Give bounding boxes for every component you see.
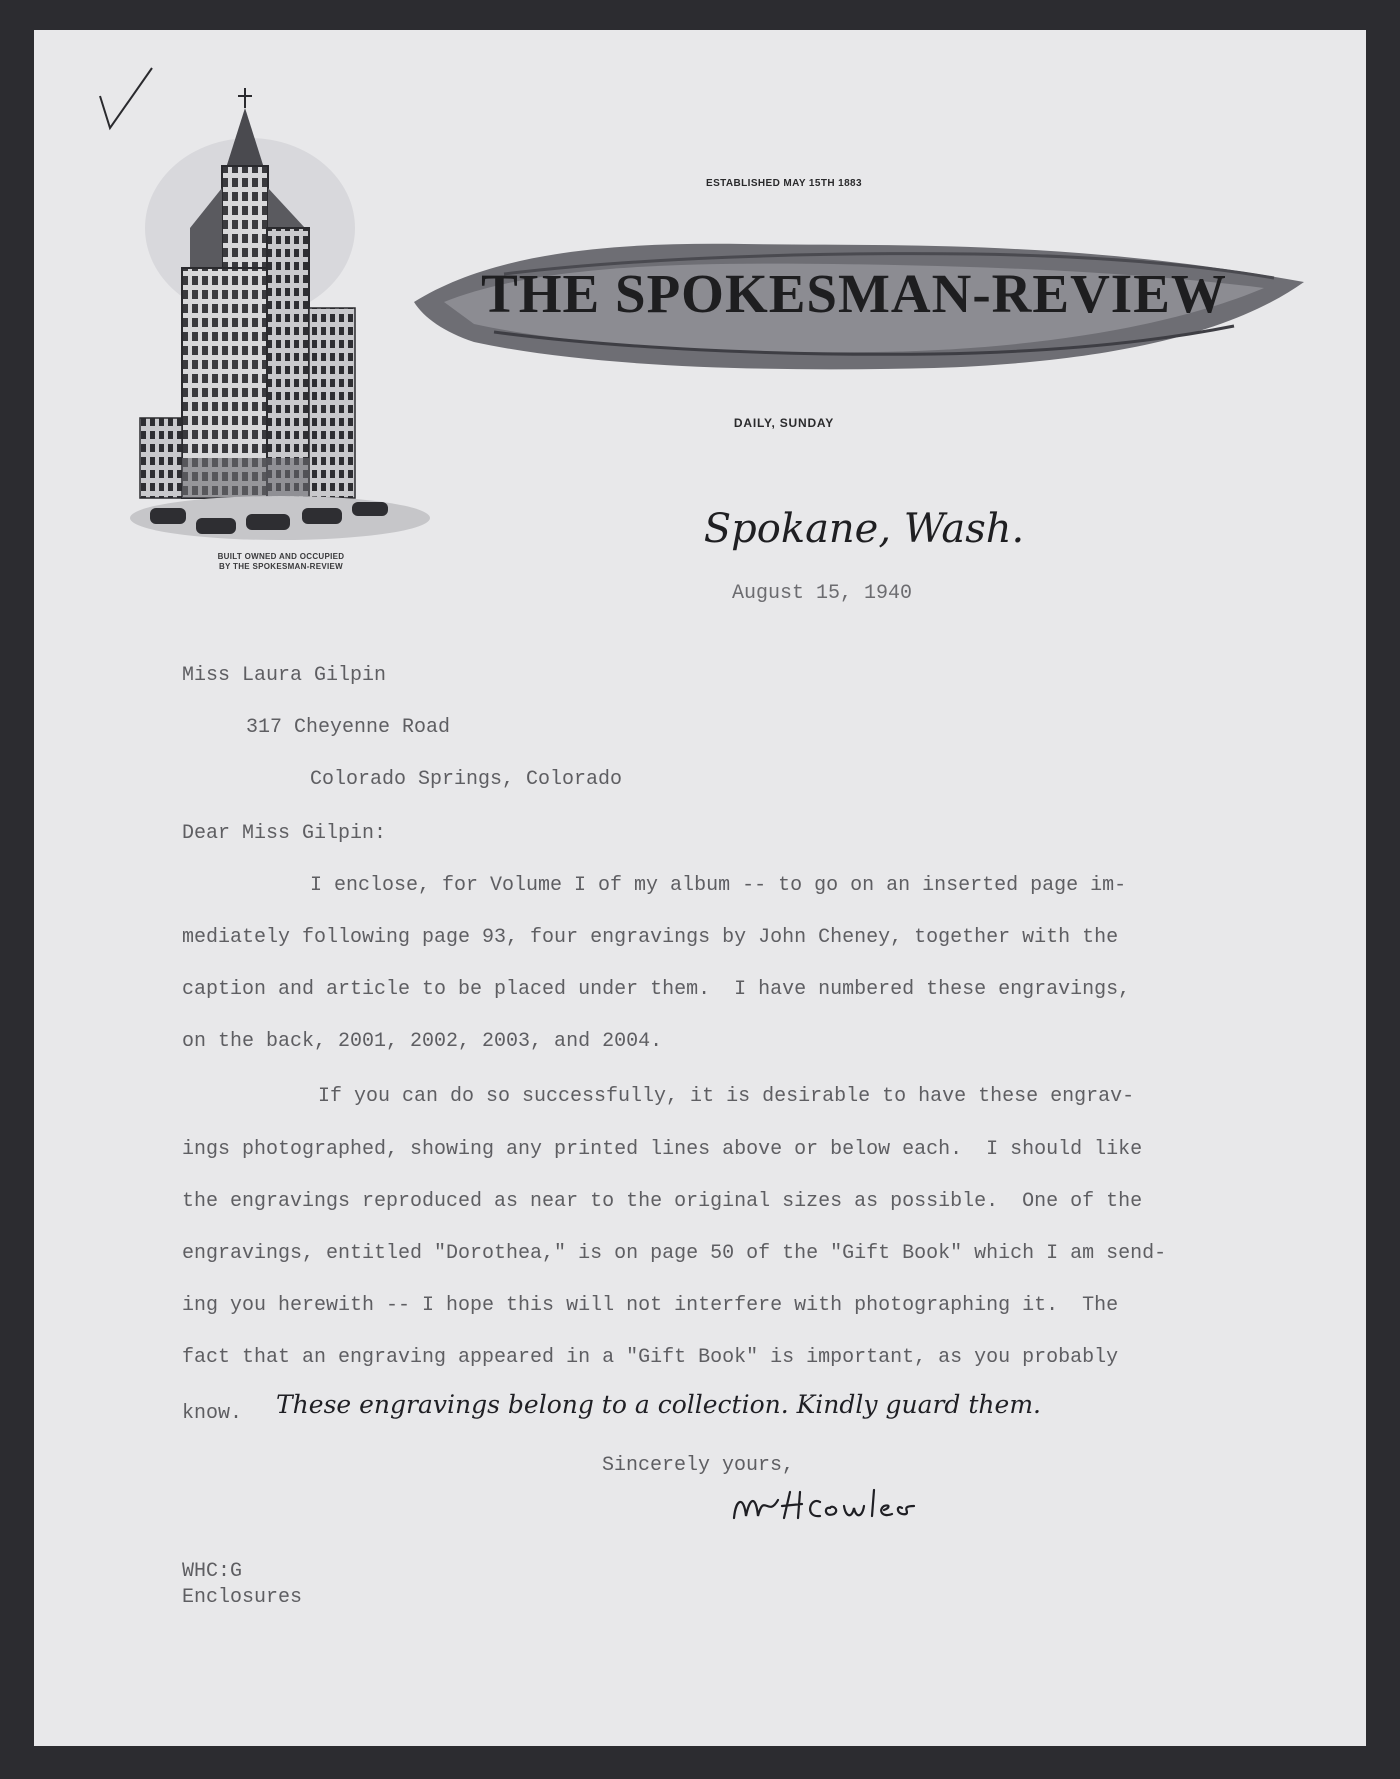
body-line: ings photographed, showing any printed lines above or below each. I should like	[182, 1138, 1143, 1161]
masthead-title: THE SPOKESMAN-REVIEW	[481, 263, 1227, 324]
edition-line: DAILY, SUNDAY	[733, 416, 835, 430]
body-line: the engravings reproduced as near to the original sizes as possible. One of the	[182, 1190, 1143, 1213]
typist-initials: WHC:G	[182, 1560, 243, 1583]
body-line: engravings, entitled "Dorothea," is on page 50 of the "Gift Book" which I am send-	[182, 1242, 1167, 1265]
body-line: fact that an engraving appeared in a "Gift Book" is important, as you probably	[182, 1346, 1119, 1369]
body-line: know.	[182, 1402, 243, 1425]
letter-date: August 15, 1940	[732, 582, 913, 605]
body-line: ing you herewith -- I hope this will not interfere with photographing it. The	[182, 1294, 1119, 1317]
established-line: ESTABLISHED MAY 15TH 1883	[706, 178, 862, 189]
enclosures-note: Enclosures	[182, 1586, 303, 1609]
body-line: mediately following page 93, four engravings by John Cheney, together with the	[182, 926, 1119, 949]
body-line: I enclose, for Volume I of my album -- to go on an inserted page im-	[310, 874, 1127, 897]
closing: Sincerely yours,	[602, 1454, 795, 1477]
body-line: on the back, 2001, 2002, 2003, and 2004.	[182, 1030, 663, 1053]
signature	[724, 1478, 974, 1538]
building-caption-line-1: BUILT OWNED AND OCCUPIED	[217, 552, 345, 561]
recipient-name: Miss Laura Gilpin	[182, 664, 387, 687]
body-line: caption and article to be placed under them. I have numbered these engravings,	[182, 978, 1131, 1001]
body-line: If you can do so successfully, it is desirable to have these engrav-	[318, 1085, 1135, 1108]
handwritten-note: These engravings belong to a collection. Kindly guard them.	[276, 1390, 1041, 1419]
building-caption-line-2: BY THE SPOKESMAN-REVIEW	[218, 562, 344, 571]
letter-sheet	[34, 30, 1366, 1746]
building-caption	[148, 552, 414, 572]
recipient-street: 317 Cheyenne Road	[246, 716, 451, 739]
recipient-city: Colorado Springs, Colorado	[310, 768, 623, 791]
place-line: Spokane, Wash.	[703, 506, 1025, 552]
building-illustration	[130, 78, 440, 548]
salutation: Dear Miss Gilpin:	[182, 822, 387, 845]
